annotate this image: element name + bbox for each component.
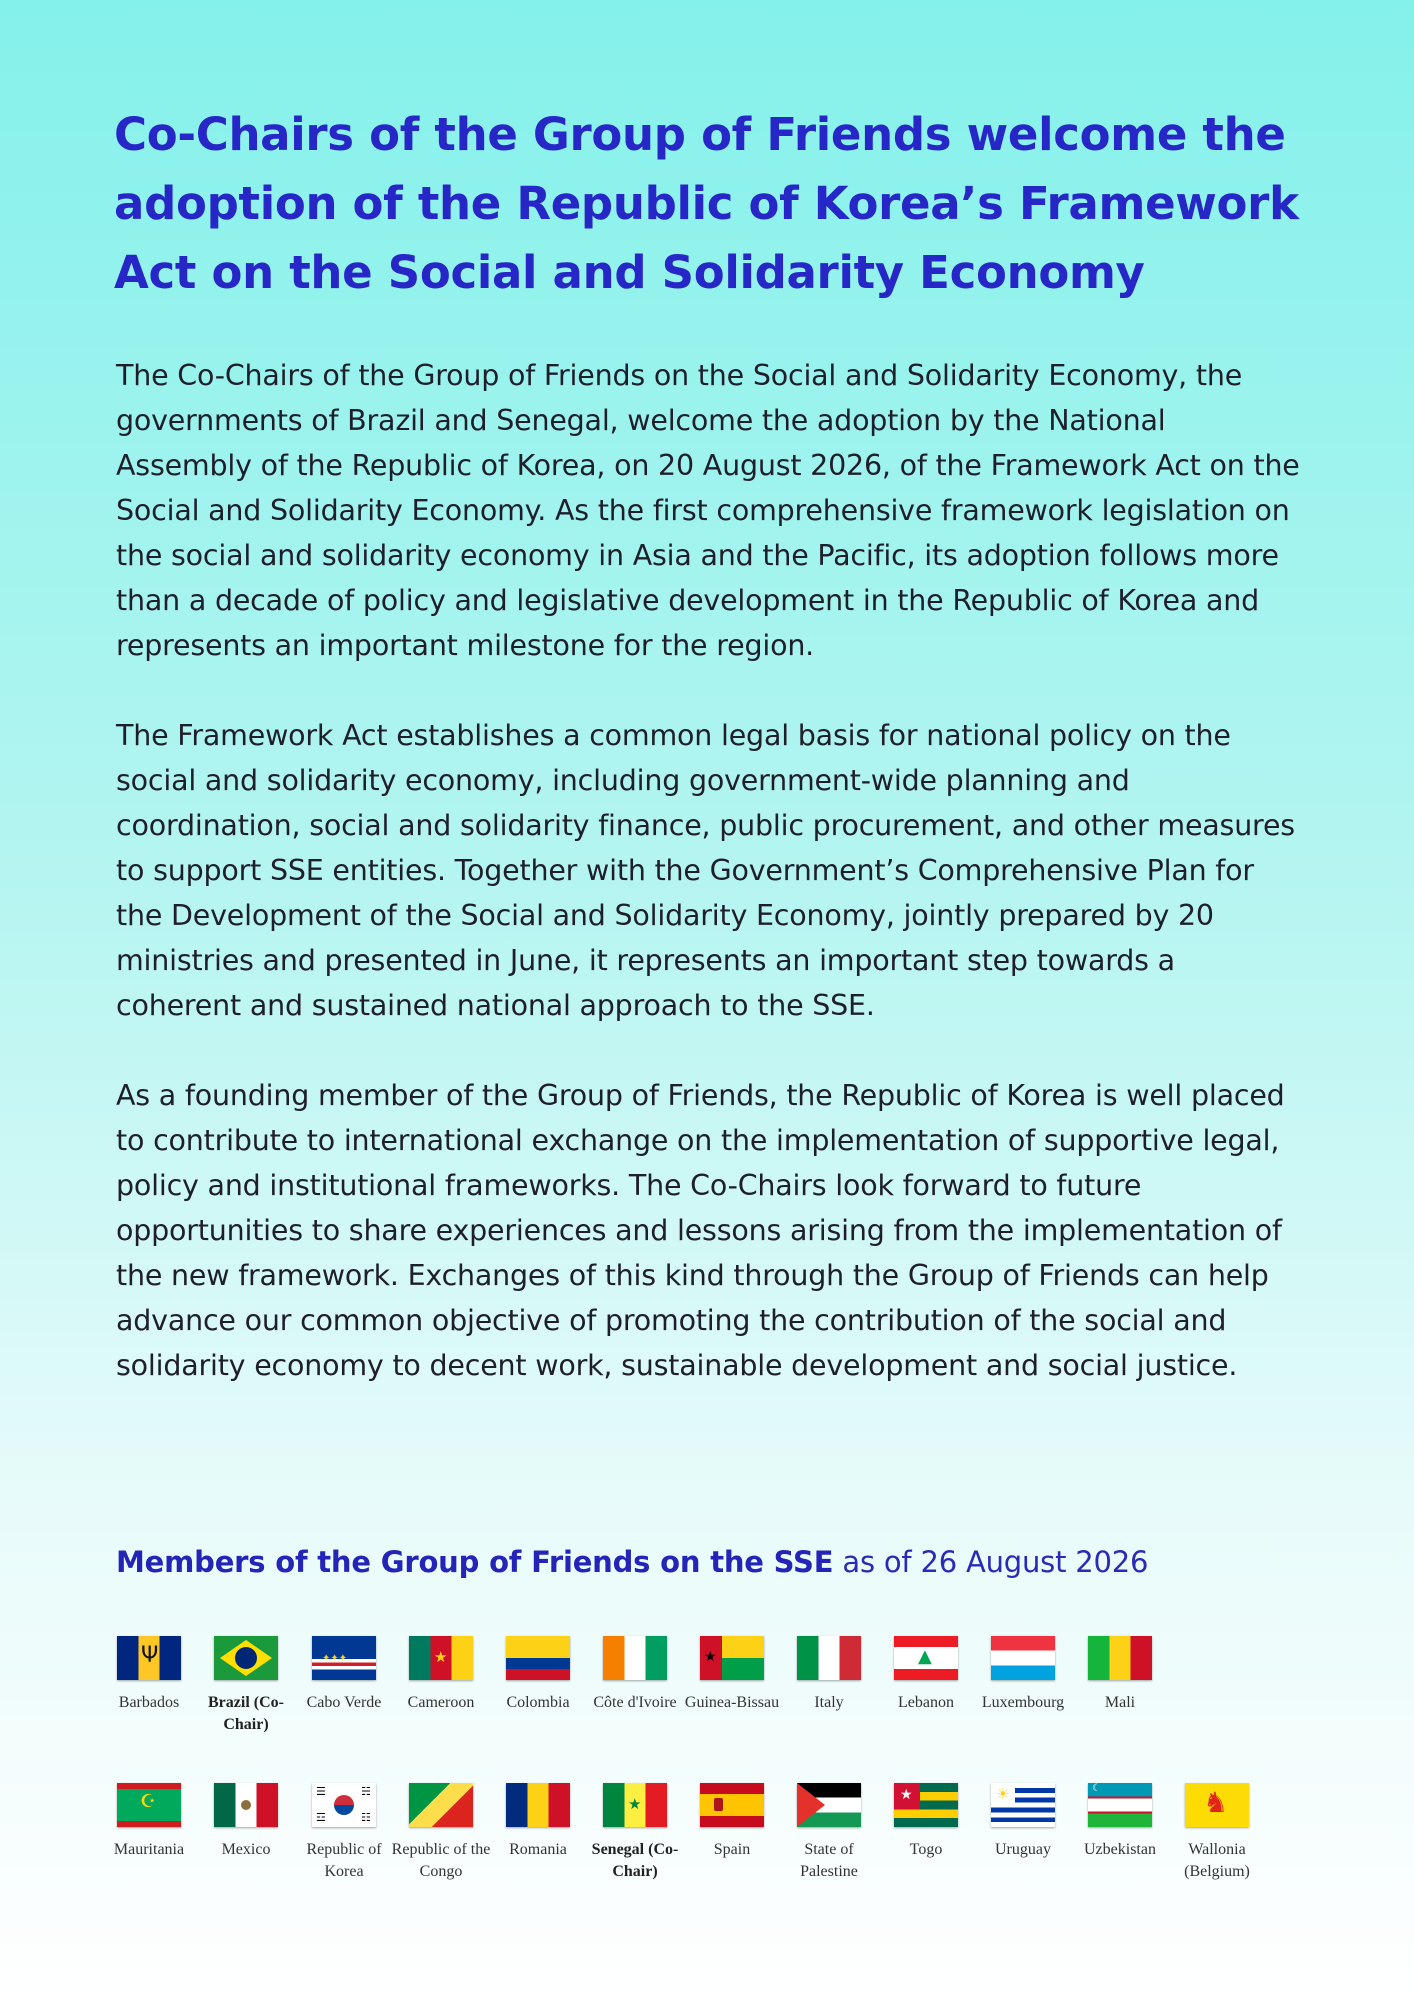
flag-romania-icon (506, 1783, 570, 1827)
member-cameroon (386, 1636, 496, 1714)
flag-senegal-icon: ★ (603, 1783, 667, 1827)
member-label: Uruguay (995, 1841, 1051, 1858)
member-label: Mali (1104, 1694, 1136, 1711)
member-italy (774, 1636, 884, 1714)
flag-togo-icon: ★ (894, 1783, 958, 1827)
flag-luxembourg-icon (991, 1636, 1055, 1680)
member-luxembourg (968, 1636, 1078, 1714)
paragraph-3: As a founding member of the Group of Friends, the Republic of Korea is well placed to contribute to international exchange on the implementation of supportive legal, policy and institutional frameworks. The Co-Chairs look forward to future opportunities to share experiences and lessons arising from the implementation of the new framework. Exchanges of this kind through the Group of Friends can help advance our common objective of promoting the contribution of the social and solidarity economy to decent work, sustainable development and social justice. (116, 1079, 1285, 1382)
flag-guinea-bissau-icon: ★ (700, 1636, 764, 1680)
flag-cabo-verde-icon: ✦✦✦ (312, 1636, 376, 1680)
member-label: Mauritania (113, 1841, 185, 1858)
member-spain (677, 1783, 787, 1861)
member-mauritania (94, 1783, 204, 1861)
flag-wallonia-icon: ♞ (1185, 1783, 1249, 1827)
member-mexico (191, 1783, 301, 1861)
member-label: Luxembourg (981, 1694, 1065, 1711)
flag-palestine-icon (797, 1783, 861, 1827)
member-label: Togo (909, 1841, 943, 1858)
member-label: Spain (713, 1841, 751, 1858)
body-text (116, 353, 1306, 1433)
paragraph-2: The Framework Act establishes a common legal basis for national policy on the social and solidarity economy, including government-wide planning and coordination, social and solidarity finance, public procurement, and other measures to support SSE entities. Together with the Government’s Comprehensive Plan for the Development of the Social and Solidarity Economy, jointly prepared by 20 ministries and presented in June, it represents an important step towards a coherent and sustained national approach to the SSE. (116, 719, 1295, 1022)
members-flags-row-2 (114, 1783, 1314, 1923)
member-colombia (483, 1636, 593, 1714)
member-label: Guinea-Bissau (684, 1694, 780, 1711)
member-cote-divoire (580, 1636, 690, 1714)
member-label: Brazil (Co-Chair) (208, 1694, 284, 1733)
member-label: Cameroon (407, 1694, 475, 1711)
member-wallonia (1162, 1783, 1272, 1883)
member-label: Republic of Korea (306, 1841, 382, 1880)
member-label: Barbados (118, 1694, 180, 1711)
paragraph-1: The Co-Chairs of the Group of Friends on the Social and Solidarity Economy, the governments of Brazil and Senegal, welcome the adoption by the National Assembly of the Republic of Korea, on 20 August 2026, of the Framework Act on the Social and Solidarity Economy. As the first comprehensive framework legislation on the social and solidarity economy in Asia and the Pacific, its adoption follows more than a decade of policy and legislative development in the Republic of Korea and represents an important milestone for the region. (116, 359, 1300, 662)
member-cabo-verde (289, 1636, 399, 1714)
flag-spain-icon (700, 1783, 764, 1827)
member-togo (871, 1783, 981, 1861)
member-label: State of Palestine (800, 1841, 858, 1880)
member-label: Romania (509, 1841, 567, 1858)
member-congo (386, 1783, 496, 1883)
flag-italy-icon (797, 1636, 861, 1680)
member-label: Lebanon (898, 1694, 954, 1711)
member-label: Uzbekistan (1084, 1841, 1156, 1858)
members-heading (116, 1545, 1148, 1579)
member-label: Wallonia (Belgium) (1184, 1841, 1250, 1880)
flag-congo-icon (409, 1783, 473, 1827)
member-label: Côte d'Ivoire (593, 1694, 677, 1711)
flag-mali-icon (1088, 1636, 1152, 1680)
member-label: Cabo Verde (306, 1694, 382, 1711)
member-label: Senegal (Co-Chair) (591, 1841, 679, 1880)
flag-mexico-icon (214, 1783, 278, 1827)
members-heading-bold: Members of the Group of Friends on the SSE (116, 1545, 834, 1579)
member-uzbekistan (1065, 1783, 1175, 1861)
member-label: Italy (814, 1694, 844, 1711)
flag-brazil-icon (214, 1636, 278, 1680)
flag-lebanon-icon: ▲ (894, 1636, 958, 1680)
flag-cote-divoire-icon (603, 1636, 667, 1680)
flag-barbados-icon: Ψ (117, 1636, 181, 1680)
member-label: Colombia (506, 1694, 570, 1711)
document-title: Co-Chairs of the Group of Friends welcome the adoption of the Republic of Korea’s Framework Act on the Social and Solidarity Economy (114, 108, 1299, 299)
member-korea (289, 1783, 399, 1883)
members-flags-row-1 (114, 1636, 1314, 1776)
members-heading-date: as of 26 August 2026 (833, 1545, 1149, 1579)
member-palestine (774, 1783, 884, 1883)
flag-mauritania-icon: ☪ (117, 1783, 181, 1827)
member-uruguay (968, 1783, 1078, 1861)
flag-uruguay-icon: ☀ (991, 1783, 1055, 1827)
member-label: Mexico (221, 1841, 271, 1858)
member-senegal (580, 1783, 690, 1883)
flag-cameroon-icon: ★ (409, 1636, 473, 1680)
flag-colombia-icon (506, 1636, 570, 1680)
member-barbados (94, 1636, 204, 1714)
member-lebanon (871, 1636, 981, 1714)
flag-uzbekistan-icon: ☾ (1088, 1783, 1152, 1827)
flag-korea-icon: ☰ ☵ ☲ ☷ (312, 1783, 376, 1827)
member-mali (1065, 1636, 1175, 1714)
member-guinea-bissau (677, 1636, 787, 1714)
member-romania (483, 1783, 593, 1861)
member-brazil (191, 1636, 301, 1736)
member-label: Republic of the Congo (391, 1841, 491, 1880)
